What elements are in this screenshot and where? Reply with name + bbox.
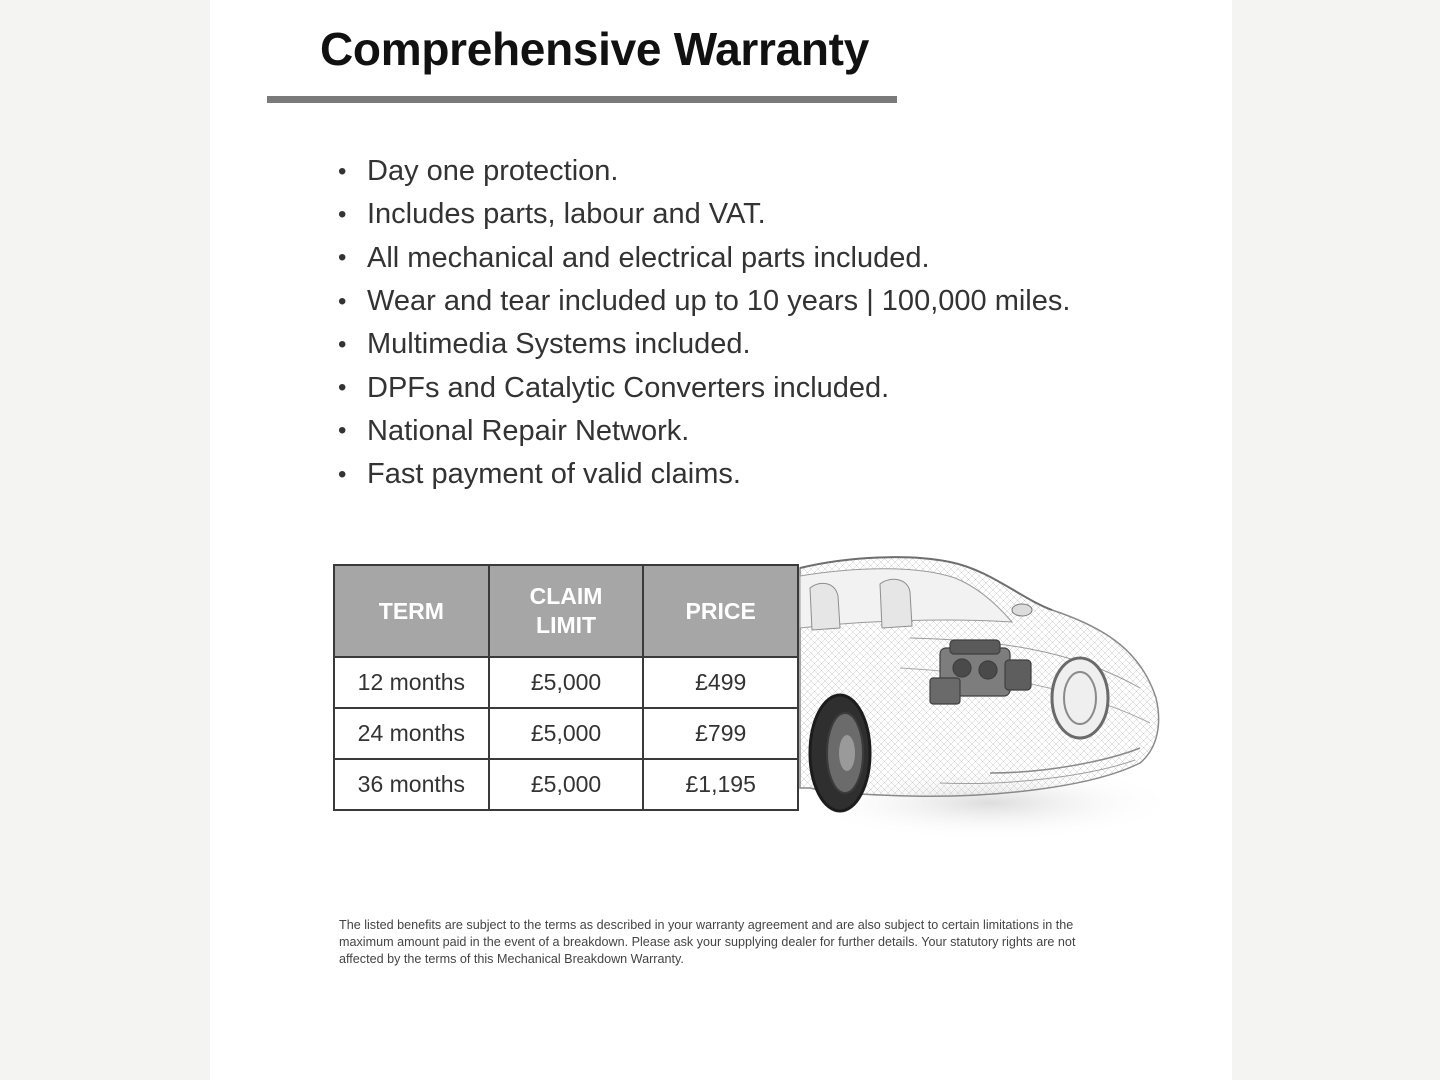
bullet-icon: • [338, 200, 347, 228]
list-item [338, 193, 1070, 236]
feature-text: Wear and tear included up to 10 years | 100,000 miles. [367, 285, 1071, 318]
feature-list [338, 150, 1070, 496]
feature-text: DPFs and Catalytic Converters included. [367, 371, 890, 404]
table-row [334, 708, 798, 759]
disclaimer-text: The listed benefits are subject to the terms as described in your warranty agreement and are also subject to certain limitations in the maximum amount paid in the event of a breakdown. Please ask your supplying dealer for further details. Your statutory rights are not affected by the terms of this Mechanical Breakdown Warranty. [339, 918, 1076, 966]
header-claim-limit-line2: LIMIT [536, 612, 597, 638]
list-item [338, 410, 1070, 453]
header-price: PRICE [643, 565, 798, 657]
page-title: Comprehensive Warranty [320, 23, 869, 75]
wireframe-car-icon [790, 548, 1190, 848]
cell-term: 24 months [334, 708, 489, 759]
bullet-icon: • [338, 330, 347, 358]
bullet-icon: • [338, 460, 347, 488]
cell-claim-limit: £5,000 [489, 657, 644, 708]
list-item [338, 150, 1070, 193]
feature-text: National Repair Network. [367, 414, 690, 447]
feature-text: All mechanical and electrical parts included. [367, 241, 930, 274]
header-term: TERM [334, 565, 489, 657]
cell-price: £799 [643, 708, 798, 759]
list-item [338, 237, 1070, 280]
bullet-icon: • [338, 374, 347, 402]
list-item [338, 323, 1070, 366]
bullet-icon: • [338, 157, 347, 185]
cell-price: £499 [643, 657, 798, 708]
cell-term: 36 months [334, 759, 489, 810]
cell-term: 12 months [334, 657, 489, 708]
feature-text: Multimedia Systems included. [367, 328, 751, 361]
table-header-row [334, 565, 798, 657]
title-divider [267, 96, 897, 103]
warranty-price-table [333, 564, 799, 811]
cell-price: £1,195 [643, 759, 798, 810]
table-row [334, 759, 798, 810]
bullet-icon: • [338, 244, 347, 272]
cell-claim-limit: £5,000 [489, 708, 644, 759]
list-item [338, 366, 1070, 409]
list-item [338, 453, 1070, 496]
bullet-icon: • [338, 287, 347, 315]
bullet-icon: • [338, 417, 347, 445]
feature-text: Day one protection. [367, 155, 619, 188]
header-claim-limit [489, 565, 644, 657]
feature-text: Includes parts, labour and VAT. [367, 198, 766, 231]
list-item [338, 280, 1070, 323]
header-claim-limit-line1: CLAIM [529, 583, 603, 609]
feature-text: Fast payment of valid claims. [367, 458, 741, 491]
cell-claim-limit: £5,000 [489, 759, 644, 810]
table-row [334, 657, 798, 708]
